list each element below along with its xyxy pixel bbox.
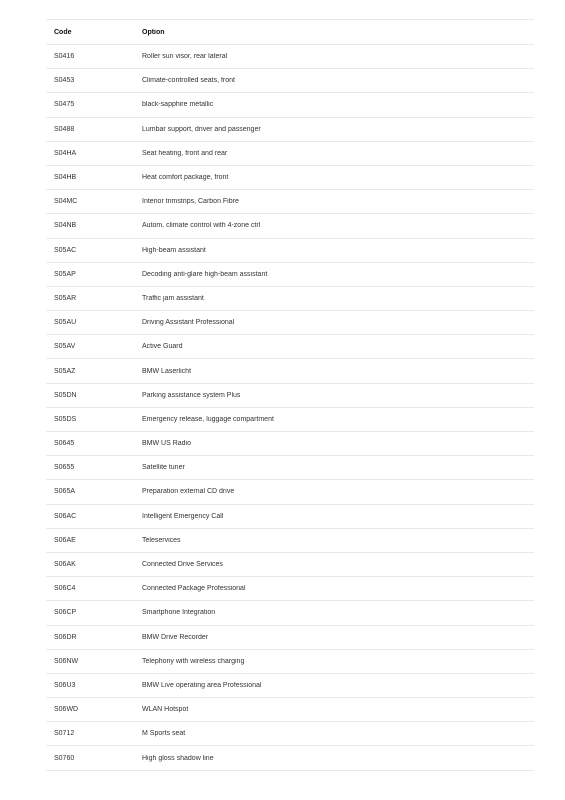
table-row xyxy=(46,529,534,553)
option-name-cell: Smartphone Integration xyxy=(142,609,216,617)
option-code-cell: S05AV xyxy=(54,343,76,351)
option-name-cell: High-beam assistant xyxy=(142,246,206,254)
option-name-cell: Seat heating, front and rear xyxy=(142,149,228,157)
option-code-cell: S06CP xyxy=(54,609,77,617)
table-row xyxy=(46,142,534,166)
option-code-cell: S06U3 xyxy=(54,681,76,689)
option-code-cell: S0416 xyxy=(54,53,75,61)
option-code-cell: S06NW xyxy=(54,657,79,665)
option-name-cell: BMW Live operating area Professional xyxy=(142,681,262,689)
table-row xyxy=(46,505,534,529)
option-name-cell: BMW US Radio xyxy=(142,440,192,448)
option-code-cell: S065A xyxy=(54,488,76,496)
option-name-cell: Preparation external CD drive xyxy=(142,488,235,496)
option-name-cell: Heat comfort package, front xyxy=(142,174,229,182)
table-row xyxy=(46,553,534,577)
option-name-cell: Lumbar support, driver and passenger xyxy=(142,125,261,133)
option-code-cell: S06AK xyxy=(54,561,76,569)
option-name-cell: Teleservices xyxy=(142,536,181,544)
table-row xyxy=(46,263,534,287)
option-code-cell: S05AC xyxy=(54,246,77,254)
option-name-cell: Driving Assistant Professional xyxy=(142,319,235,327)
option-name-cell: Active Guard xyxy=(142,343,183,351)
option-name-cell: M Sports seat xyxy=(142,730,186,738)
option-code-cell: S05AU xyxy=(54,319,77,327)
table-row xyxy=(46,166,534,190)
table-row xyxy=(46,190,534,214)
option-name-cell: Connected Package Professional xyxy=(142,585,246,593)
table-row xyxy=(46,214,534,238)
table-row xyxy=(46,577,534,601)
table-row xyxy=(46,311,534,335)
option-code-cell: S06AE xyxy=(54,536,76,544)
option-code-cell: S05AR xyxy=(54,294,77,302)
option-code-cell: S04HA xyxy=(54,149,77,157)
table-row xyxy=(46,93,534,117)
option-name-cell: Telephony with wireless charging xyxy=(142,657,245,665)
table-row xyxy=(46,384,534,408)
option-code-cell: S06AC xyxy=(54,512,77,520)
option-code-cell: S05AP xyxy=(54,270,76,278)
options-table xyxy=(46,19,534,771)
option-code-cell: S06DR xyxy=(54,633,77,641)
option-code-cell: S06WD xyxy=(54,706,79,714)
option-code-cell: S0475 xyxy=(54,101,75,109)
table-header-row xyxy=(46,20,534,45)
option-name-cell: Roller sun visor, rear lateral xyxy=(142,53,228,61)
option-name-cell: Autom. climate control with 4-zone ctrl xyxy=(142,222,261,230)
column-header-option: Option xyxy=(142,28,165,36)
table-row xyxy=(46,650,534,674)
option-name-cell: Interior trimstrips, Carbon Fibre xyxy=(142,198,239,206)
table-row xyxy=(46,626,534,650)
option-code-cell: S0655 xyxy=(54,464,75,472)
option-name-cell: BMW Drive Recorder xyxy=(142,633,209,641)
option-name-cell: Intelligent Emergency Call xyxy=(142,512,224,520)
table-row xyxy=(46,335,534,359)
option-code-cell: S0760 xyxy=(54,754,75,762)
table-row xyxy=(46,432,534,456)
option-code-cell: S05DN xyxy=(54,391,77,399)
table-body xyxy=(46,45,534,771)
table-row xyxy=(46,674,534,698)
option-code-cell: S06C4 xyxy=(54,585,76,593)
table-row xyxy=(46,722,534,746)
option-code-cell: S05DS xyxy=(54,415,77,423)
option-code-cell: S05AZ xyxy=(54,367,76,375)
table-row xyxy=(46,359,534,383)
option-code-cell: S04MC xyxy=(54,198,78,206)
option-name-cell: Satellite tuner xyxy=(142,464,185,472)
table-row xyxy=(46,69,534,93)
option-code-cell: S0712 xyxy=(54,730,75,738)
table-row xyxy=(46,698,534,722)
table-row xyxy=(46,408,534,432)
option-code-cell: S0453 xyxy=(54,77,75,85)
option-name-cell: Emergency release, luggage compartment xyxy=(142,415,274,423)
table-row xyxy=(46,480,534,504)
option-name-cell: Parking assistance system Plus xyxy=(142,391,241,399)
column-header-code: Code xyxy=(54,28,72,36)
option-name-cell: black-sapphire metallic xyxy=(142,101,214,109)
table-row xyxy=(46,601,534,625)
option-name-cell: Connected Drive Services xyxy=(142,561,223,569)
option-code-cell: S04NB xyxy=(54,222,77,230)
option-name-cell: BMW Laserlicht xyxy=(142,367,192,375)
option-code-cell: S0645 xyxy=(54,440,75,448)
option-code-cell: S0488 xyxy=(54,125,75,133)
table-row xyxy=(46,287,534,311)
table-row xyxy=(46,456,534,480)
table-row xyxy=(46,746,534,770)
option-name-cell: Climate-controlled seats, front xyxy=(142,77,235,85)
option-name-cell: Traffic jam assistant xyxy=(142,294,204,302)
table-row xyxy=(46,239,534,263)
option-name-cell: WLAN Hotspot xyxy=(142,706,189,714)
option-code-cell: S04HB xyxy=(54,174,77,182)
table-row xyxy=(46,45,534,69)
table-row xyxy=(46,118,534,142)
option-name-cell: Decoding anti-glare high-beam assistant xyxy=(142,270,268,278)
option-name-cell: High gloss shadow line xyxy=(142,754,214,762)
